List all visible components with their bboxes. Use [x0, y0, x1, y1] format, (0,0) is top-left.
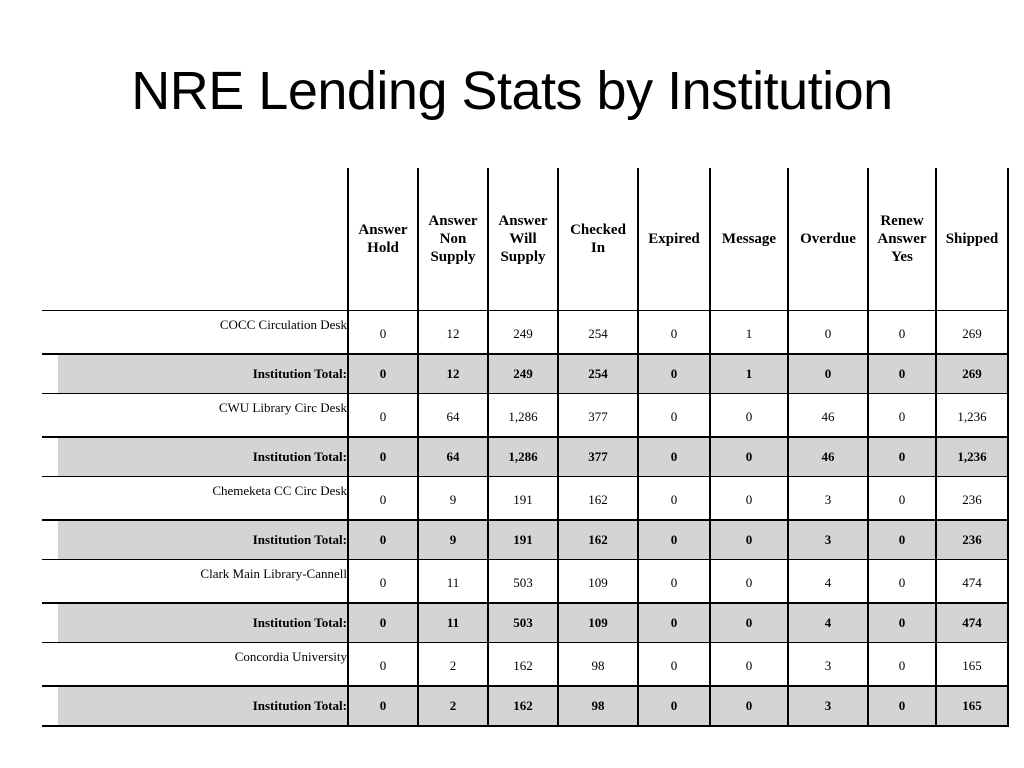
value-cell: 0	[638, 477, 710, 521]
value-cell: 0	[868, 560, 936, 604]
total-value-cell: 162	[558, 520, 638, 560]
institution-total-row	[42, 686, 1008, 726]
institution-total-label: Institution Total:	[58, 354, 348, 394]
institution-row	[42, 477, 1008, 521]
value-cell: 236	[936, 477, 1008, 521]
column-header-line: Message	[721, 231, 777, 247]
value-cell: 0	[638, 560, 710, 604]
total-value-cell: 0	[788, 354, 868, 394]
value-cell: 503	[488, 560, 558, 604]
total-value-cell: 98	[558, 686, 638, 726]
value-cell: 109	[558, 560, 638, 604]
indent-spacer	[42, 520, 58, 560]
value-cell: 0	[348, 560, 418, 604]
value-cell: 0	[710, 477, 788, 521]
table-body	[42, 311, 1008, 727]
value-cell: 1,236	[936, 394, 1008, 438]
indent-spacer	[42, 354, 58, 394]
total-value-cell: 1,236	[936, 437, 1008, 477]
total-value-cell: 0	[348, 354, 418, 394]
value-cell: 3	[788, 477, 868, 521]
total-value-cell: 269	[936, 354, 1008, 394]
total-value-cell: 0	[868, 603, 936, 643]
institution-total-label: Institution Total:	[58, 603, 348, 643]
slide-title: NRE Lending Stats by Institution	[131, 61, 893, 121]
value-cell: 9	[418, 477, 488, 521]
value-cell: 254	[558, 311, 638, 355]
column-header-line: Supply	[500, 249, 546, 265]
column-header-line: Overdue	[800, 231, 856, 247]
institution-row	[42, 311, 1008, 355]
total-value-cell: 11	[418, 603, 488, 643]
total-value-cell: 0	[710, 520, 788, 560]
total-value-cell: 1,286	[488, 437, 558, 477]
value-cell: 0	[868, 311, 936, 355]
value-cell: 0	[348, 477, 418, 521]
institution-total-label: Institution Total:	[58, 520, 348, 560]
total-value-cell: 503	[488, 603, 558, 643]
institution-total-row	[42, 354, 1008, 394]
value-cell: 0	[638, 643, 710, 687]
institution-name: Chemeketa CC Circ Desk	[42, 477, 348, 521]
total-value-cell: 64	[418, 437, 488, 477]
value-cell: 0	[638, 394, 710, 438]
total-value-cell: 0	[868, 520, 936, 560]
column-header-line: In	[590, 240, 606, 256]
column-header-line: Renew	[880, 213, 924, 229]
column-header	[488, 168, 558, 311]
column-header	[788, 168, 868, 311]
institution-total-row	[42, 437, 1008, 477]
value-cell: 162	[558, 477, 638, 521]
column-header-line: Non	[439, 231, 467, 247]
institution-row	[42, 560, 1008, 604]
value-cell: 1,286	[488, 394, 558, 438]
total-value-cell: 377	[558, 437, 638, 477]
total-value-cell: 165	[936, 686, 1008, 726]
column-header-line: Checked	[570, 222, 626, 238]
total-value-cell: 0	[348, 437, 418, 477]
lending-stats-table	[42, 168, 1009, 727]
value-cell: 474	[936, 560, 1008, 604]
total-value-cell: 0	[638, 437, 710, 477]
value-cell: 0	[788, 311, 868, 355]
value-cell: 162	[488, 643, 558, 687]
value-cell: 165	[936, 643, 1008, 687]
total-value-cell: 0	[638, 354, 710, 394]
total-value-cell: 162	[488, 686, 558, 726]
column-header	[348, 168, 418, 311]
value-cell: 0	[348, 311, 418, 355]
total-value-cell: 0	[638, 603, 710, 643]
total-value-cell: 0	[868, 437, 936, 477]
indent-spacer	[42, 437, 58, 477]
value-cell: 377	[558, 394, 638, 438]
value-cell: 4	[788, 560, 868, 604]
column-header	[418, 168, 488, 311]
value-cell: 249	[488, 311, 558, 355]
value-cell: 0	[710, 560, 788, 604]
value-cell: 0	[710, 643, 788, 687]
institution-total-row	[42, 520, 1008, 560]
total-value-cell: 474	[936, 603, 1008, 643]
institution-total-label: Institution Total:	[58, 437, 348, 477]
total-value-cell: 1	[710, 354, 788, 394]
total-value-cell: 0	[348, 603, 418, 643]
column-header	[936, 168, 1008, 311]
column-header-line: Supply	[430, 249, 476, 265]
indent-spacer	[42, 603, 58, 643]
total-value-cell: 3	[788, 520, 868, 560]
column-header-line: Yes	[891, 249, 913, 265]
total-value-cell: 2	[418, 686, 488, 726]
total-value-cell: 46	[788, 437, 868, 477]
column-header-line: Answer	[498, 213, 548, 229]
total-value-cell: 0	[710, 686, 788, 726]
indent-spacer	[42, 686, 58, 726]
total-value-cell: 0	[710, 603, 788, 643]
value-cell: 1	[710, 311, 788, 355]
institution-name: Clark Main Library-Cannell	[42, 560, 348, 604]
institution-name: COCC Circulation Desk	[42, 311, 348, 355]
institution-row	[42, 394, 1008, 438]
column-header-line: Shipped	[945, 231, 999, 247]
total-value-cell: 9	[418, 520, 488, 560]
column-header-line: Answer	[358, 222, 408, 238]
value-cell: 3	[788, 643, 868, 687]
column-header	[868, 168, 936, 311]
total-value-cell: 249	[488, 354, 558, 394]
value-cell: 0	[348, 394, 418, 438]
total-value-cell: 3	[788, 686, 868, 726]
value-cell: 11	[418, 560, 488, 604]
institution-row	[42, 643, 1008, 687]
value-cell: 64	[418, 394, 488, 438]
total-value-cell: 0	[638, 686, 710, 726]
column-header-line: Hold	[367, 240, 399, 256]
column-header	[558, 168, 638, 311]
total-value-cell: 0	[868, 354, 936, 394]
total-value-cell: 191	[488, 520, 558, 560]
value-cell: 191	[488, 477, 558, 521]
institution-name: CWU Library Circ Desk	[42, 394, 348, 438]
total-value-cell: 12	[418, 354, 488, 394]
column-header-line: Expired	[648, 231, 700, 247]
corner-cell	[42, 168, 348, 311]
total-value-cell: 236	[936, 520, 1008, 560]
value-cell: 98	[558, 643, 638, 687]
value-cell: 0	[348, 643, 418, 687]
column-header	[638, 168, 710, 311]
header-row	[42, 168, 1008, 311]
total-value-cell: 0	[638, 520, 710, 560]
value-cell: 0	[868, 477, 936, 521]
column-header-line: Answer	[877, 231, 927, 247]
institution-name: Concordia University	[42, 643, 348, 687]
value-cell: 46	[788, 394, 868, 438]
value-cell: 0	[710, 394, 788, 438]
value-cell: 269	[936, 311, 1008, 355]
value-cell: 0	[638, 311, 710, 355]
value-cell: 2	[418, 643, 488, 687]
total-value-cell: 254	[558, 354, 638, 394]
institution-total-label: Institution Total:	[58, 686, 348, 726]
total-value-cell: 0	[710, 437, 788, 477]
column-header-line: Will	[509, 231, 537, 247]
value-cell: 12	[418, 311, 488, 355]
column-header	[710, 168, 788, 311]
column-header-line: Answer	[428, 213, 478, 229]
total-value-cell: 4	[788, 603, 868, 643]
total-value-cell: 109	[558, 603, 638, 643]
total-value-cell: 0	[348, 686, 418, 726]
value-cell: 0	[868, 394, 936, 438]
total-value-cell: 0	[348, 520, 418, 560]
institution-total-row	[42, 603, 1008, 643]
total-value-cell: 0	[868, 686, 936, 726]
value-cell: 0	[868, 643, 936, 687]
